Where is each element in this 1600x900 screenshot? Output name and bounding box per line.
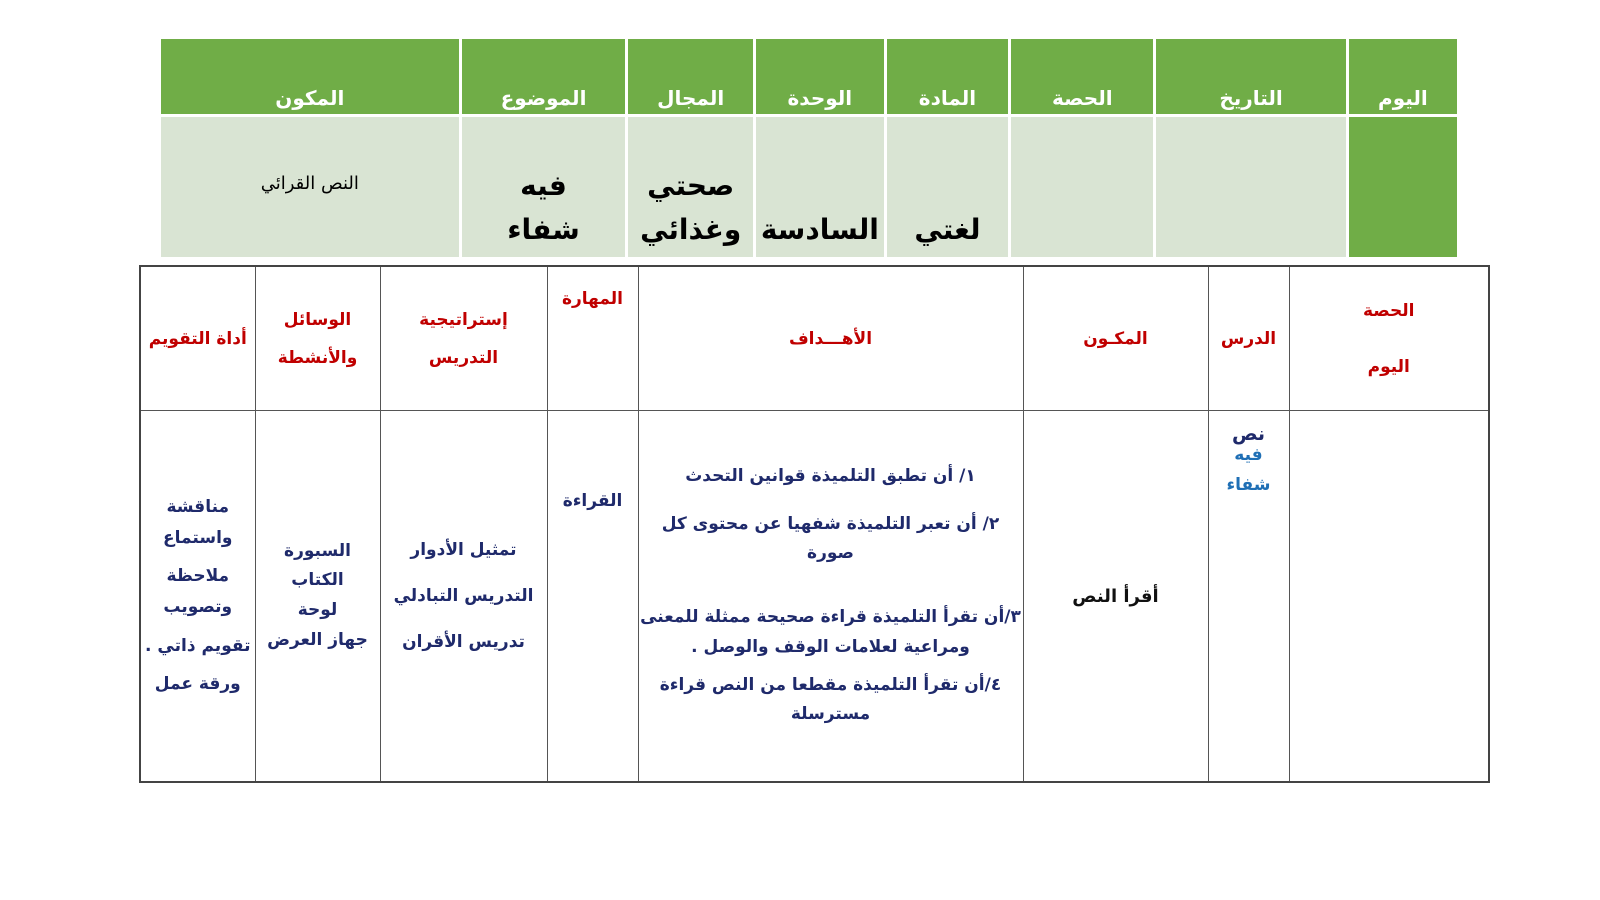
evaluation-item: واستماع xyxy=(163,527,233,548)
plan-header-lesson: الدرس xyxy=(1208,266,1289,411)
value-unit: السادسة xyxy=(756,117,884,257)
value-domain-line1: صحتي xyxy=(647,169,735,203)
lesson-plan-table xyxy=(139,265,1490,783)
objective-item: ٢/ أن تعبر التلميذة شفهيا عن محتوى كل صورة xyxy=(661,513,1000,564)
strategy-item: تمثيل الأدوار xyxy=(410,540,517,560)
header-component: المكون xyxy=(161,39,459,114)
objective-item: ٣/أن تقرأ التلميذة قراءة صحيحة ممثلة للمعنى ومراعية لعلامات الوقف والوصل . xyxy=(640,607,1021,657)
plan-header-aids-line2: والأنشطة xyxy=(277,347,358,368)
value-day xyxy=(1349,117,1457,257)
header-subject: المادة xyxy=(887,39,1009,114)
evaluation-item: ورقة عمل xyxy=(154,674,241,695)
lesson-info-table xyxy=(158,36,1460,260)
plan-aids-cell xyxy=(255,411,380,783)
plan-evaluation-cell xyxy=(140,411,255,783)
plan-body-row xyxy=(140,411,1489,783)
plan-header-strategy-line1: إستراتيجية xyxy=(419,309,508,330)
evaluation-item: مناقشة xyxy=(166,497,230,518)
header-unit: الوحدة xyxy=(756,39,884,114)
plan-header-component: المكـون xyxy=(1023,266,1208,411)
plan-header-period-day xyxy=(1289,266,1489,411)
strategy-item: التدريس التبادلي xyxy=(393,586,534,606)
plan-period-day-cell xyxy=(1289,411,1489,783)
value-date xyxy=(1156,117,1345,257)
plan-header-day: اليوم xyxy=(1367,356,1410,377)
lesson-line2: فيه xyxy=(1234,445,1263,465)
header-date: التاريخ xyxy=(1156,39,1345,114)
header-period: الحصة xyxy=(1011,39,1153,114)
plan-skill-cell: القراءة xyxy=(547,411,638,783)
value-period xyxy=(1011,117,1153,257)
value-topic-line2: شفاء xyxy=(507,212,580,246)
plan-header-period: الحصة xyxy=(1362,300,1415,321)
plan-objectives-cell xyxy=(638,411,1023,783)
value-subject: لغتي xyxy=(887,117,1009,257)
plan-header-row xyxy=(140,266,1489,411)
value-domain xyxy=(628,117,753,257)
lesson-line3: شفاء xyxy=(1226,475,1271,495)
value-topic xyxy=(462,117,626,257)
plan-strategy-cell xyxy=(380,411,547,783)
plan-header-aids-line1: الوسائل xyxy=(283,309,352,330)
plan-lesson-cell xyxy=(1208,411,1289,783)
objective-item: ١/ أن تطبق التلميذة قوانين التحدث xyxy=(685,465,976,486)
evaluation-item: ملاحظة xyxy=(166,566,230,587)
lesson-info-header-row xyxy=(161,39,1457,114)
aids-item: لوحة xyxy=(297,600,338,620)
evaluation-item: . تقويم ذاتي xyxy=(145,635,251,656)
evaluation-item: وتصويب xyxy=(163,597,233,617)
value-component: النص القرائي xyxy=(161,117,459,257)
strategy-item: تدريس الأقران xyxy=(402,632,525,652)
aids-item: جهاز العرض xyxy=(267,629,368,650)
plan-header-strategy-line2: التدريس xyxy=(428,347,499,368)
aids-item: الكتاب xyxy=(291,570,344,591)
lesson-info-value-row xyxy=(161,117,1457,257)
plan-header-objectives: الأهـــداف xyxy=(638,266,1023,411)
header-day: اليوم xyxy=(1349,39,1457,114)
lesson-line1: نص xyxy=(1231,423,1266,445)
plan-header-evaluation: أداة التقويم xyxy=(140,266,255,411)
aids-item: السبورة xyxy=(284,540,351,561)
value-topic-line1: فيه xyxy=(520,169,567,203)
plan-component-cell: أقرأ النص xyxy=(1023,411,1208,783)
header-domain: المجال xyxy=(628,39,753,114)
header-topic: الموضوع xyxy=(462,39,626,114)
plan-header-aids xyxy=(255,266,380,411)
value-domain-line2: وغذائي xyxy=(640,212,742,246)
objective-item: ٤/أن تقرأ التلميذة مقطعا من النص قراءة مسترسلة xyxy=(659,674,1002,725)
plan-header-skill: المهارة xyxy=(547,266,638,411)
plan-header-strategy xyxy=(380,266,547,411)
